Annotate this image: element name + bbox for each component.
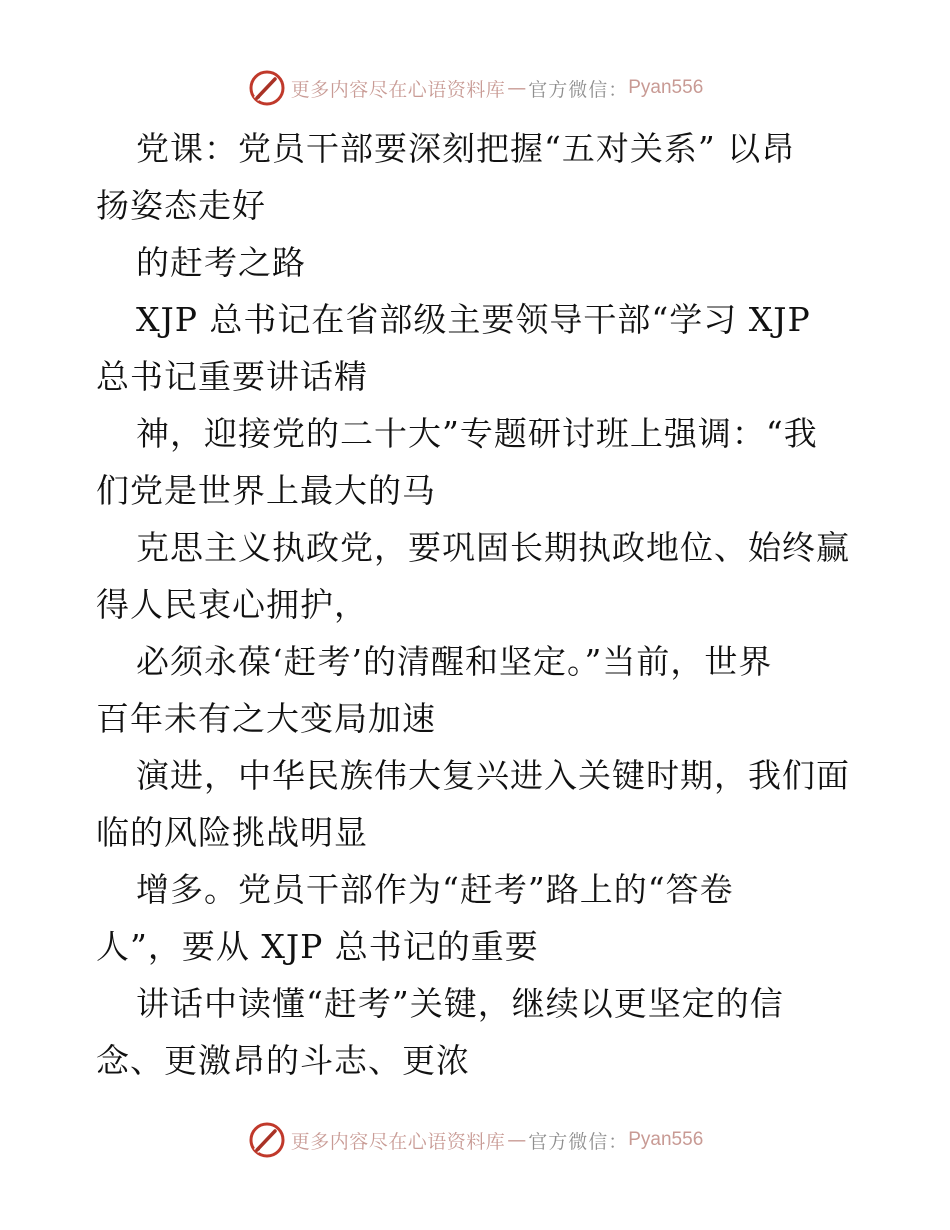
- text-line: 扬姿态走好: [96, 186, 266, 225]
- pen-logo-icon: [247, 1120, 287, 1160]
- watermark-dash: —: [507, 77, 527, 99]
- text-line: 增多。党员干部作为“赶考”路上的“答卷: [136, 870, 734, 909]
- text-line: XJP 总书记在省部级主要领导干部“学习 XJP: [136, 300, 811, 339]
- watermark-site-text: 更多内容尽在心语资料库: [290, 78, 506, 101]
- text-line: 人”，要从 XJP 总书记的重要: [96, 927, 539, 966]
- text-line: 的赶考之路: [136, 243, 306, 282]
- text-line: 总书记重要讲话精: [96, 357, 368, 396]
- text-line: 得人民衷心拥护，: [96, 585, 368, 624]
- text-line: 演进，中华民族伟大复兴进入关键时期，我们面: [136, 756, 850, 795]
- pen-logo-icon: [247, 68, 287, 108]
- header-watermark: [0, 66, 950, 110]
- watermark-official-label: 官方微信：: [528, 1130, 629, 1153]
- text-line: 念、更激昂的斗志、更浓: [96, 1041, 470, 1080]
- text-line: 神，迎接党的二十大”专题研讨班上强调：“我: [136, 414, 818, 453]
- text-line: 临的风险挑战明显: [96, 813, 368, 852]
- watermark-official-label: 官方微信：: [528, 78, 629, 101]
- watermark-site-text: 更多内容尽在心语资料库: [290, 1130, 506, 1153]
- watermark-wechat-id: Pyan556: [628, 77, 704, 98]
- text-line: 党课：党员干部要深刻把握“五对关系” 以昂: [136, 129, 796, 168]
- text-line: 百年未有之大变局加速: [96, 699, 436, 738]
- text-line: 们党是世界上最大的马: [96, 471, 436, 510]
- text-line: 克思主义执政党，要巩固长期执政地位、始终赢: [136, 528, 850, 567]
- document-body: [96, 120, 876, 1089]
- text-line: 必须永葆‘赶考’的清醒和坚定。”当前，世界: [136, 642, 773, 681]
- text-line: 讲话中读懂“赶考”关键，继续以更坚定的信: [136, 984, 784, 1023]
- watermark-dash: —: [507, 1129, 527, 1151]
- footer-watermark: [0, 1118, 950, 1162]
- watermark-wechat-id: Pyan556: [628, 1129, 704, 1150]
